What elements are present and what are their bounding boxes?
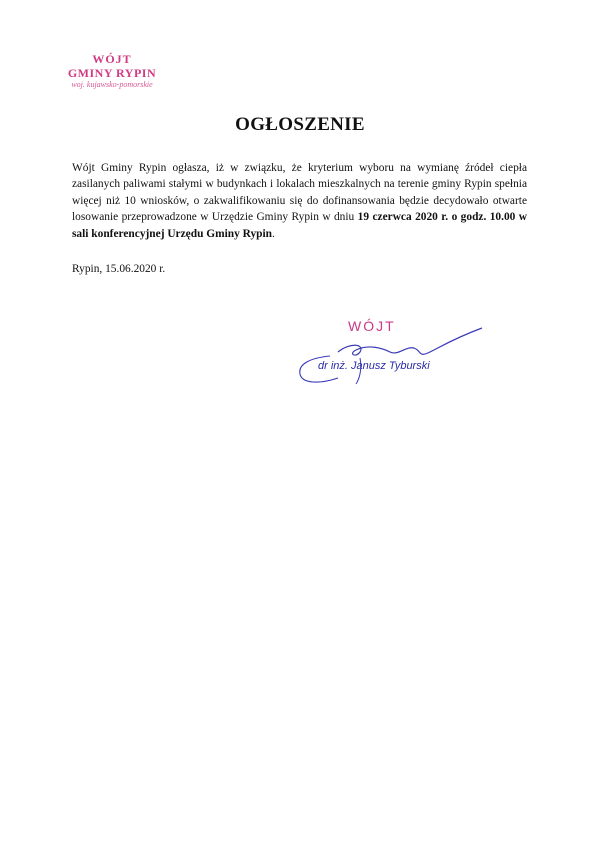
- stamp-line-office: GMINY RYPIN: [67, 66, 157, 80]
- signature-title: WÓJT: [348, 318, 396, 334]
- document-title: OGŁOSZENIE: [235, 114, 365, 135]
- paragraph-text: Wójt Gminy Rypin ogłasza, iż w związku, że kryterium wyboru na wymianę źródeł ciepła zasilanych paliwami stałymi w budynkach i lokalach mieszkalnych na terenie gminy Rypin spełnia więcej niż 10 wniosków, o zakwalifikowaniu się do dofinansowania będzie decydowało otwarte losowanie przeprowadzone w Urzędzie Gminy Rypin w dniu: [72, 162, 527, 224]
- paragraph-bold-date: 19 czerwca 2020 r. o godz. 10.00 w sali konferencyjnej Urzędu Gminy Rypin: [72, 211, 528, 240]
- paragraph-end: .: [272, 227, 275, 240]
- signature-name: dr inż. Janusz Tyburski: [318, 360, 430, 372]
- stamp-line-region: woj. kujawsko-pomorskie: [71, 80, 153, 89]
- signature-block: [290, 318, 490, 393]
- office-stamp: [52, 52, 172, 90]
- announcement-paragraph: [72, 160, 527, 242]
- stamp-line-title: WÓJT: [92, 52, 132, 66]
- place-and-date: Rypin, 15.06.2020 r.: [72, 263, 166, 275]
